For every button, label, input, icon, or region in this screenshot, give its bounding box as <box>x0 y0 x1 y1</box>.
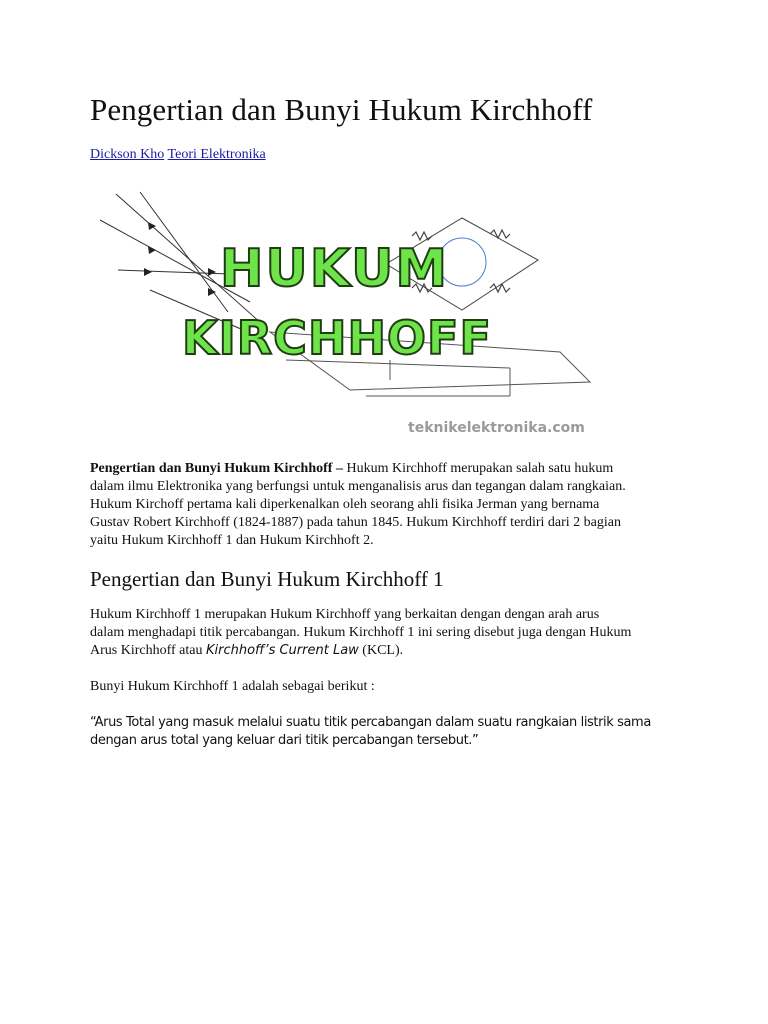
page-title: Pengertian dan Bunyi Hukum Kirchhoff <box>90 92 593 127</box>
category-link[interactable]: Teori Elektronika <box>167 147 266 162</box>
section-heading: Pengertian dan Bunyi Hukum Kirchhoff 1 <box>90 567 444 591</box>
section-p1-line2: dalam menghadapi titik percabangan. Hukum Kirchhoff 1 ini sering disebut juga dengan Hukum <box>90 625 632 640</box>
intro-line4: Gustav Robert Kirchhoff (1824-1887) pada tahun 1845. Hukum Kirchhoff terdiri dari 2 bagian <box>90 515 621 530</box>
section-p1-line3-post: (KCL). <box>358 643 404 658</box>
section-p1-line3-pre: Arus Kirchhoff atau <box>90 643 206 658</box>
byline <box>90 146 690 164</box>
intro-line3: Hukum Kirchoff pertama kali diperkenalkan oleh seorang ahli fisika Jerman yang bernama <box>90 497 600 512</box>
intro-line5: yaitu Hukum Kirchhoff 1 dan Hukum Kirchhoft 2. <box>90 533 374 548</box>
current-arrows <box>144 222 216 296</box>
hero-title-line2: KIRCHHOFF <box>182 311 492 365</box>
quote-line1: “Arus Total yang masuk melalui suatu titik percabangan dalam suatu rangkaian listrik sama <box>90 715 651 730</box>
section-paragraph <box>90 606 690 660</box>
kirchhoff-illustration <box>90 182 630 452</box>
kcl-term: Kirchhoff’s Current Law <box>206 643 359 658</box>
section-p1-line1: Hukum Kirchhoff 1 merupakan Hukum Kirchhoff yang berkaitan dengan dengan arah arus <box>90 607 600 622</box>
watermark: teknikelektronika.com <box>408 420 585 436</box>
hero-title-line1: HUKUM <box>220 239 450 299</box>
intro-lead: Pengertian dan Bunyi Hukum Kirchhoff – <box>90 461 343 476</box>
quote-line2: dengan arus total yang keluar dari titik percabangan tersebut.” <box>90 733 479 748</box>
law-intro: Bunyi Hukum Kirchhoff 1 adalah sebagai berikut : <box>90 679 375 694</box>
hero-title <box>182 239 492 365</box>
article <box>90 90 690 763</box>
author-link[interactable]: Dickson Kho <box>90 147 165 162</box>
intro-line2: dalam ilmu Elektronika yang berfungsi untuk menganalisis arus dan tegangan dalam rangkaian. <box>90 479 626 494</box>
law-quote <box>90 714 680 750</box>
intro-line1: Hukum Kirchhoff merupakan salah satu hukum <box>342 461 614 476</box>
intro-paragraph <box>90 460 690 550</box>
hero-image <box>90 182 630 452</box>
